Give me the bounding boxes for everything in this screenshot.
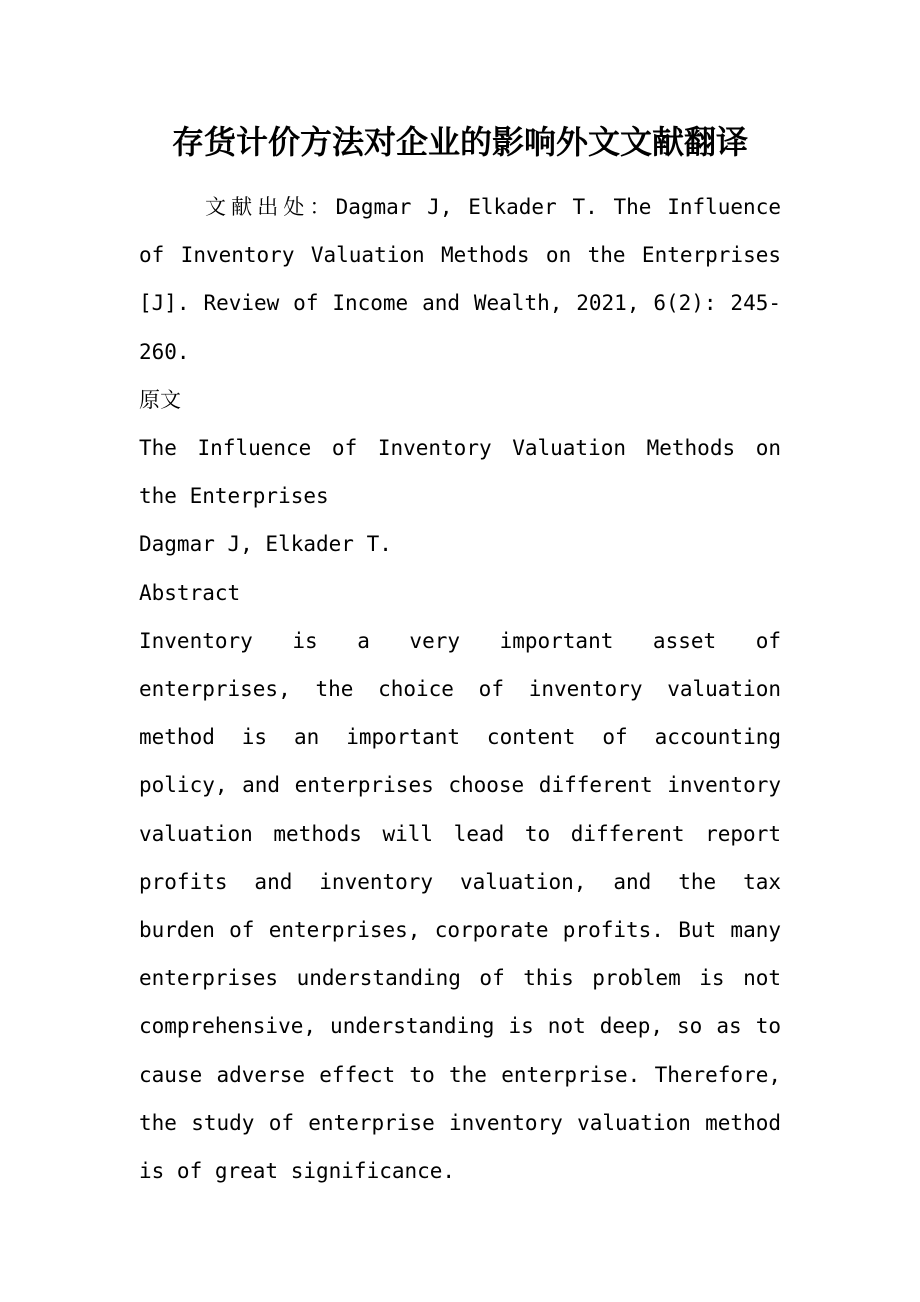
- source-citation: [139, 183, 781, 376]
- original-heading: 原文: [139, 387, 181, 412]
- source-text: Dagmar J, Elkader T. The Influence of Inventory Valuation Methods on the Enterprises [J]. Review of Income and Wealth, 2021, 6(2): 245-260.: [139, 195, 781, 364]
- abstract-text: Inventory is a very important asset of enterprises, the choice of inventory valuation method is an important content of accounting policy, and enterprises choose different inventory valuation methods will lead to different report profits and inventory valuation, and the tax burden of enterprises, corporate profits. But many enterprises understanding of this problem is not comprehensive, understanding is not deep, so as to cause adverse effect to the enterprise. Therefore, the study of enterprise inventory valuation method is of great significance.: [139, 628, 781, 1184]
- article-title: The Influence of Inventory Valuation Methods on the Enterprises: [139, 436, 781, 509]
- authors: Dagmar J, Elkader T.: [139, 532, 392, 557]
- abstract-heading: Abstract: [139, 580, 241, 605]
- document-title: 存货计价方法对企业的影响外文文献翻译: [171, 123, 748, 161]
- source-label: 文献出处：: [205, 195, 336, 219]
- document-body: [139, 183, 781, 1195]
